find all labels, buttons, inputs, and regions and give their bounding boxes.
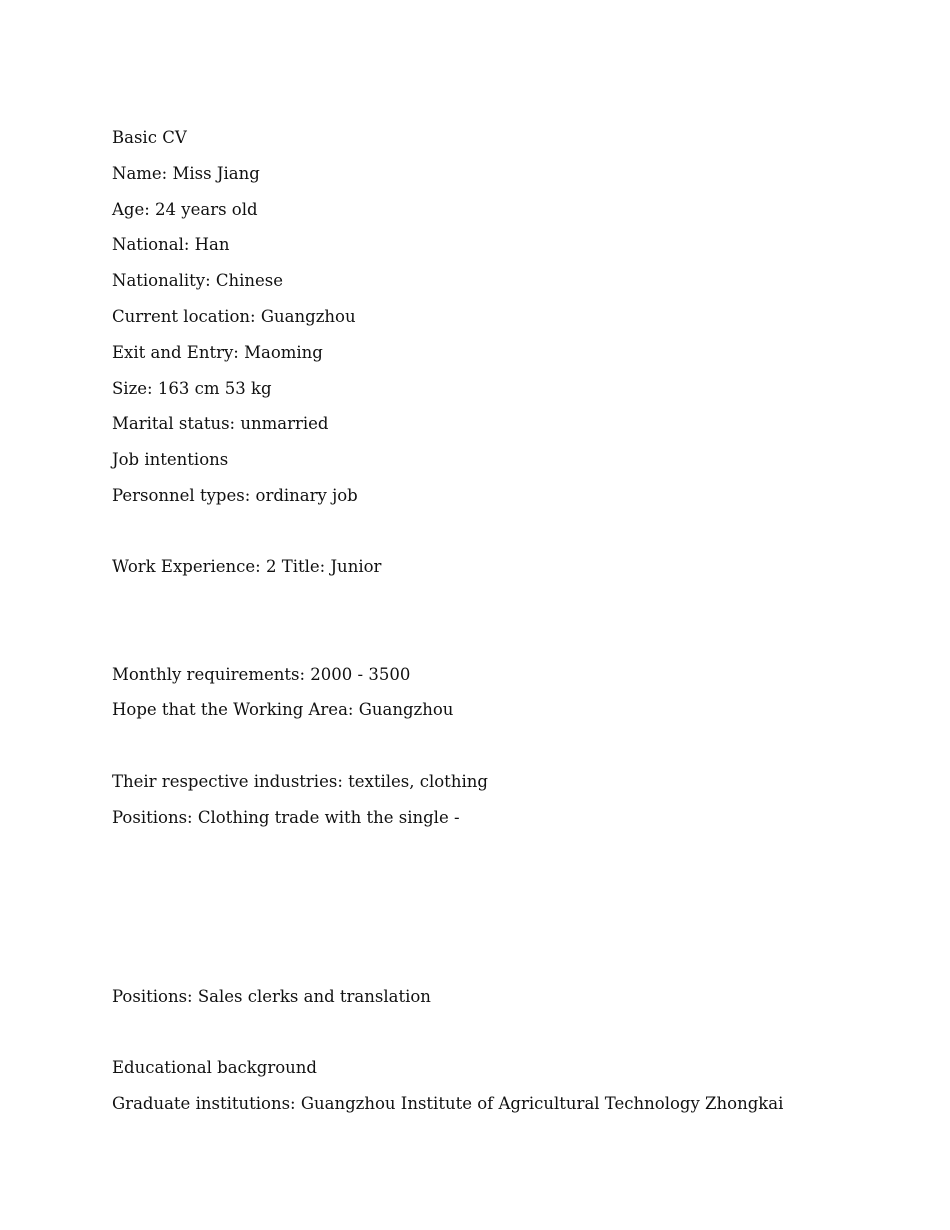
national-line: National: Han (112, 235, 230, 254)
education-heading: Educational background (112, 1058, 317, 1077)
positions-line-1: Positions: Clothing trade with the single - (112, 808, 460, 827)
exit-entry-line: Exit and Entry: Maoming (112, 343, 323, 362)
nationality-line: Nationality: Chinese (112, 271, 284, 290)
positions-line-2: Positions: Sales clerks and translation (112, 987, 431, 1006)
marital-status-line: Marital status: unmarried (112, 414, 329, 433)
cv-title: Basic CV (112, 128, 187, 147)
monthly-requirements-line: Monthly requirements: 2000 - 3500 (112, 665, 411, 684)
size-line: Size: 163 cm 53 kg (112, 379, 272, 398)
age-line: Age: 24 years old (112, 200, 258, 219)
name-line: Name: Miss Jiang (112, 164, 260, 183)
current-location-line: Current location: Guangzhou (112, 307, 356, 326)
industries-line: Their respective industries: textiles, clothing (112, 772, 488, 791)
work-experience-line: Work Experience: 2 Title: Junior (112, 557, 382, 576)
job-intentions-heading: Job intentions (112, 450, 229, 469)
graduate-institutions-line: Graduate institutions: Guangzhou Institute of Agricultural Technology Zhongkai (112, 1094, 784, 1113)
personnel-types-line: Personnel types: ordinary job (112, 486, 358, 505)
working-area-line: Hope that the Working Area: Guangzhou (112, 700, 454, 719)
